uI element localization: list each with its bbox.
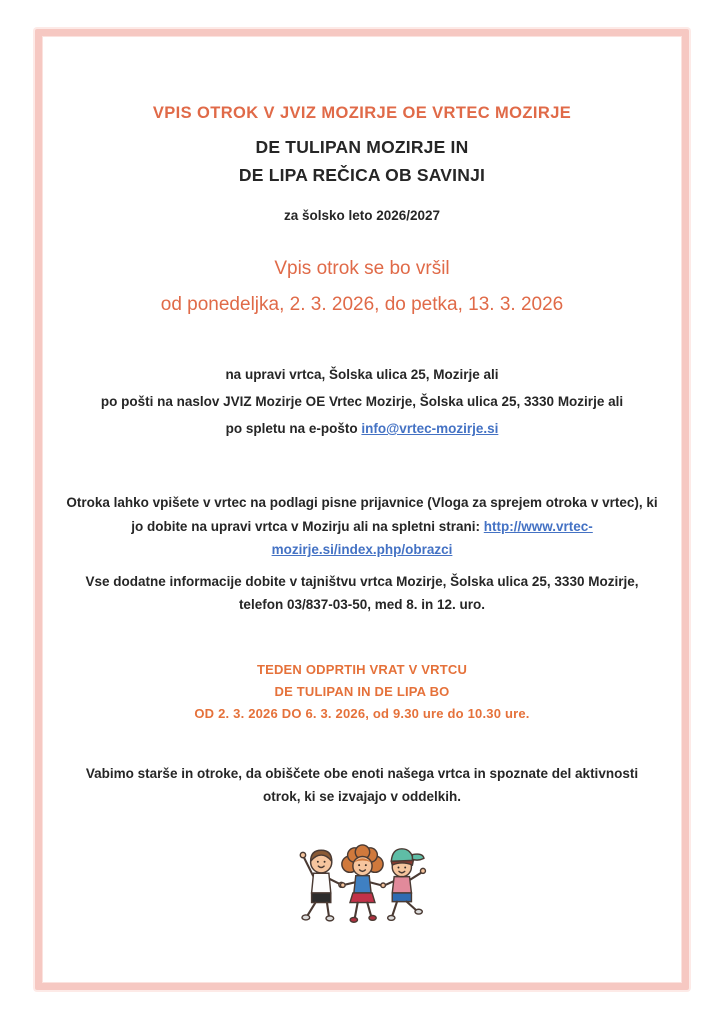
additional-info-paragraph: Vse dodatne informacije dobite v tajništvu vrtca Mozirje, Šolska ulica 25, 3330 Mozirje, telefon 03/837-03-50, med 8. in 12. uro. <box>85 574 639 612</box>
enrollment-period-line2: od ponedeljka, 2. 3. 2026, do petka, 13. 3. 2026 <box>160 294 564 315</box>
application-paragraph <box>60 491 664 562</box>
notice-title-line1: VPIS OTROK V JVIZ MOZIRJE OE VRTEC MOZIRJE <box>152 104 572 122</box>
children-illustration <box>278 834 446 926</box>
school-year-label: za šolsko leto 2026/2027 <box>283 208 441 223</box>
email-link[interactable]: info@vrtec-mozirje.si <box>361 421 499 436</box>
application-text: Otroka lahko vpišete v vrtec na podlagi pisne prijavnice (Vloga za sprejem otroka v vrtec), ki jo dobite na upravi vrtca v Mozirju ali na spletni strani: <box>66 495 658 534</box>
submission-option-email <box>0 421 724 436</box>
open-door-week-line2: DE TULIPAN IN DE LIPA BO <box>274 684 450 699</box>
submission-option-office: na upravi vrtca, Šolska ulica 25, Mozirje ali <box>225 367 499 382</box>
notice-title-line2: DE TULIPAN MOZIRJE IN <box>255 137 469 157</box>
invitation-paragraph: Vabimo starše in otroke, da obiščete obe enoti našega vrtca in spoznate del aktivnosti otrok, ki se izvajajo v oddelkih. <box>85 766 639 804</box>
submission-option-mail: po pošti na naslov JVIZ Mozirje OE Vrtec Mozirje, Šolska ulica 25, 3330 Mozirje ali <box>100 394 624 409</box>
illustration-container <box>0 834 724 931</box>
enrollment-period-line1: Vpis otrok se bo vršil <box>274 258 450 279</box>
open-door-week-line3: OD 2. 3. 2026 DO 6. 3. 2026, od 9.30 ure do 10.30 ure. <box>194 706 530 721</box>
submission-email-prefix: po spletu na e-pošto <box>225 421 362 436</box>
notice-title-line3: DE LIPA REČICA OB SAVINJI <box>238 165 486 185</box>
forms-url-link[interactable]: http://www.vrtec-mozirje.si/index.php/obrazci <box>271 518 593 557</box>
open-door-week-line1: TEDEN ODPRTIH VRAT V VRTCU <box>256 662 468 677</box>
open-door-week-block <box>0 659 724 725</box>
